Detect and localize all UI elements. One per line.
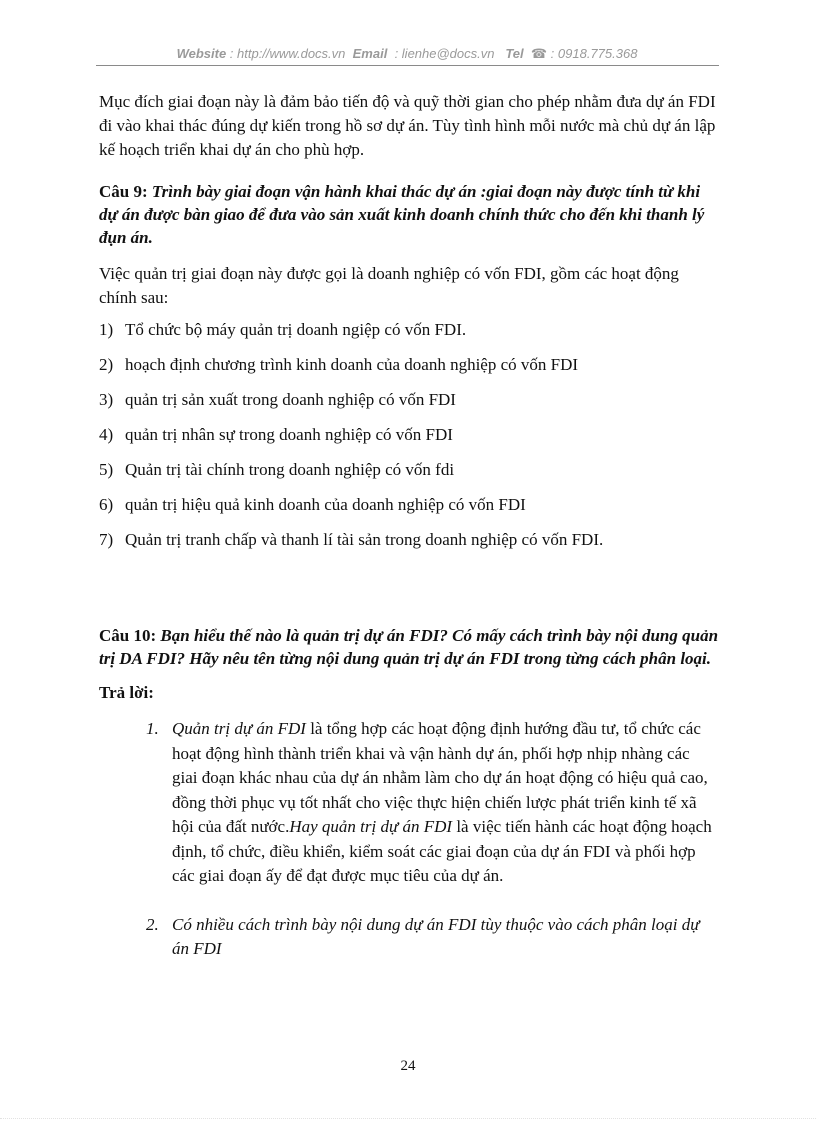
alternative-text: là việc tiến hành các hoạt động hoạch định, tổ chức, điều khiển, kiểm soát các giai đoạn của dự án FDI và phối hợp các giai đoạn ấy để đạt được mục tiêu của dự án.	[172, 817, 712, 885]
list-item-text: Quản trị tài chính trong doanh nghiệp có vốn fdi	[125, 460, 455, 479]
list-marker: 4)	[99, 425, 114, 444]
tel-label: Tel	[505, 46, 524, 61]
list-item-text: quản trị nhân sự trong doanh nghiệp có vốn FDI	[125, 425, 453, 444]
website-label: Website	[176, 46, 227, 61]
list-item-text: Tổ chức bộ máy quản trị doanh ngiệp có vốn FDI.	[125, 320, 467, 339]
question-10	[99, 624, 719, 670]
list-item-text: quản trị hiệu quả kinh doanh của doanh nghiệp có vốn FDI	[125, 495, 526, 514]
list-item	[99, 458, 719, 482]
email-label: Email	[352, 46, 388, 61]
list-item	[99, 388, 719, 412]
answer-item-2	[146, 913, 719, 962]
answer-marker: 1.	[146, 719, 159, 738]
question-9-body: Việc quản trị giai đoạn này được gọi là doanh nghiệp có vốn FDI, gồm các hoạt động chính sau:	[99, 264, 679, 307]
list-item	[99, 528, 719, 552]
answer-item-1-text	[172, 717, 719, 889]
email-value[interactable]: : lienhe@docs.vn	[394, 46, 495, 61]
list-marker: 3)	[99, 390, 114, 409]
answer-label: Trả lời:	[99, 683, 154, 702]
answer-marker: 2.	[146, 914, 159, 934]
list-item	[99, 493, 719, 517]
list-item	[99, 423, 719, 447]
list-marker: 5)	[99, 460, 114, 479]
activities-list	[99, 318, 719, 552]
list-item	[99, 353, 719, 377]
term-definition: Quản trị dự án FDI	[172, 719, 306, 738]
list-marker: 7)	[99, 530, 114, 549]
question-9-number: Câu 9:	[99, 182, 148, 201]
answer-item-2-text: Có nhiều cách trình bày nội dung dự án FDI tùy thuộc vào cách phân loại dự án FDI	[172, 914, 700, 958]
answer-list	[99, 717, 719, 962]
list-item	[99, 318, 719, 342]
definition-text: là tổng hợp các hoạt động định hướng đầu tư, tổ chức các hoạt động hình thành triển khai và vận hành dự án, phối hợp nhịp nhàng các giai đoạn khác nhau của dự án nhằm làm cho dự án hoạt động có hiệu quả cao, đồng thời phục vụ tốt nhất cho việc thực hiện chiến lược phát triển kinh tế xã hội của đất nước.	[172, 719, 708, 836]
page-bottom-divider	[0, 1118, 816, 1119]
document-body	[99, 90, 719, 962]
page-number: 24	[400, 1058, 416, 1074]
question-9	[99, 180, 719, 249]
list-item-text: hoạch định chương trình kinh doanh của doanh nghiệp có vốn FDI	[125, 355, 579, 374]
list-item-text: quản trị sản xuất trong doanh nghiệp có vốn FDI	[125, 390, 456, 409]
question-9-text: Trình bày giai đoạn vận hành khai thác dự án :giai đoạn này được tính từ khi dự án được bàn giao để đưa vào sản xuất kinh doanh chính thức cho đến khi thanh lý đụn án.	[99, 182, 705, 247]
term-alternative: Hay quản trị dự án FDI	[289, 817, 453, 836]
list-marker: 1)	[99, 320, 114, 339]
intro-paragraph: Mục đích giai đoạn này là đảm bảo tiến độ và quỹ thời gian cho phép nhằm đưa dự án FDI đi vào khai thác đúng dự kiến trong hồ sơ dự án. Tùy tình hình mỗi nước mà chủ dự án lập kế hoạch triển khai dự án cho phù hợp.	[99, 92, 716, 159]
page-header	[96, 46, 718, 62]
answer-item-1	[146, 717, 719, 889]
header-divider	[96, 65, 719, 66]
list-marker: 6)	[99, 495, 114, 514]
website-url[interactable]: : http://www.docs.vn	[229, 46, 346, 61]
list-item-text: Quản trị tranh chấp và thanh lí tài sản trong doanh nghiệp có vốn FDI.	[125, 530, 604, 549]
tel-value: ☎ : 0918.775.368	[530, 46, 638, 61]
question-10-text: Bạn hiểu thế nào là quản trị dự án FDI? Có mấy cách trình bày nội dung quản trị DA FDI? Hãy nêu tên từng nội dung quản trị dự án FDI trong từng cách phân loại.	[99, 626, 719, 668]
list-marker: 2)	[99, 355, 114, 374]
question-10-number: Câu 10:	[99, 626, 157, 645]
